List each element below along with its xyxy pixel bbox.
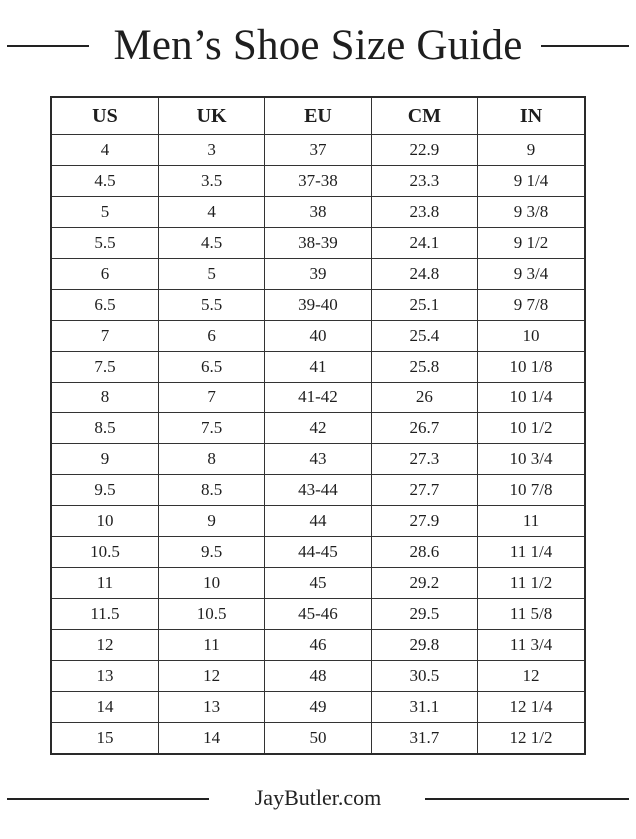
cell-in: 11 5/8 [478, 599, 584, 630]
cell-us: 7 [52, 320, 158, 351]
cell-us: 11 [52, 568, 158, 599]
cell-eu: 43-44 [265, 475, 371, 506]
cell-eu: 48 [265, 660, 371, 691]
cell-cm: 24.8 [371, 258, 477, 289]
cell-us: 6 [52, 258, 158, 289]
cell-in: 10 1/2 [478, 413, 584, 444]
table-row [52, 258, 584, 289]
cell-in: 12 1/2 [478, 722, 584, 753]
cell-uk: 3 [158, 135, 264, 166]
table-row [52, 568, 584, 599]
cell-in: 11 1/4 [478, 537, 584, 568]
cell-uk: 8.5 [158, 475, 264, 506]
cell-cm: 23.3 [371, 165, 477, 196]
cell-cm: 25.4 [371, 320, 477, 351]
column-header-us: US [52, 98, 158, 135]
cell-uk: 10 [158, 568, 264, 599]
size-table-container [50, 96, 586, 755]
cell-in: 10 [478, 320, 584, 351]
cell-cm: 26 [371, 382, 477, 413]
cell-in: 9 1/4 [478, 165, 584, 196]
cell-us: 10 [52, 506, 158, 537]
table-row [52, 165, 584, 196]
table-row [52, 351, 584, 382]
table-row [52, 320, 584, 351]
cell-uk: 11 [158, 630, 264, 661]
column-header-cm: CM [371, 98, 477, 135]
cell-us: 8.5 [52, 413, 158, 444]
cell-uk: 7.5 [158, 413, 264, 444]
cell-eu: 45-46 [265, 599, 371, 630]
cell-eu: 50 [265, 722, 371, 753]
cell-us: 8 [52, 382, 158, 413]
cell-in: 11 3/4 [478, 630, 584, 661]
cell-uk: 9.5 [158, 537, 264, 568]
table-row [52, 413, 584, 444]
cell-cm: 28.6 [371, 537, 477, 568]
column-header-eu: EU [265, 98, 371, 135]
cell-in: 9 3/8 [478, 196, 584, 227]
cell-us: 6.5 [52, 289, 158, 320]
cell-cm: 26.7 [371, 413, 477, 444]
cell-uk: 6.5 [158, 351, 264, 382]
cell-us: 10.5 [52, 537, 158, 568]
table-row [52, 630, 584, 661]
cell-uk: 8 [158, 444, 264, 475]
cell-us: 4.5 [52, 165, 158, 196]
table-body [52, 135, 584, 754]
footer-website: JayButler.com [254, 785, 382, 810]
table-row [52, 506, 584, 537]
table-row [52, 196, 584, 227]
cell-eu: 41 [265, 351, 371, 382]
cell-cm: 25.1 [371, 289, 477, 320]
page-title: Men’s Shoe Size Guide [113, 22, 523, 69]
cell-uk: 10.5 [158, 599, 264, 630]
table-row [52, 227, 584, 258]
cell-cm: 27.7 [371, 475, 477, 506]
table-header [52, 98, 584, 135]
cell-eu: 43 [265, 444, 371, 475]
cell-us: 9.5 [52, 475, 158, 506]
cell-us: 7.5 [52, 351, 158, 382]
table-row [52, 537, 584, 568]
cell-in: 9 7/8 [478, 289, 584, 320]
cell-in: 11 1/2 [478, 568, 584, 599]
table-row [52, 475, 584, 506]
cell-in: 10 1/4 [478, 382, 584, 413]
cell-cm: 31.7 [371, 722, 477, 753]
cell-us: 9 [52, 444, 158, 475]
cell-in: 9 3/4 [478, 258, 584, 289]
cell-cm: 24.1 [371, 227, 477, 258]
cell-uk: 13 [158, 691, 264, 722]
cell-eu: 37 [265, 135, 371, 166]
cell-uk: 12 [158, 660, 264, 691]
cell-eu: 45 [265, 568, 371, 599]
column-header-uk: UK [158, 98, 264, 135]
table-row [52, 382, 584, 413]
cell-eu: 39-40 [265, 289, 371, 320]
cell-cm: 25.8 [371, 351, 477, 382]
cell-eu: 46 [265, 630, 371, 661]
cell-us: 12 [52, 630, 158, 661]
cell-us: 13 [52, 660, 158, 691]
cell-eu: 44 [265, 506, 371, 537]
cell-eu: 39 [265, 258, 371, 289]
cell-us: 4 [52, 135, 158, 166]
cell-cm: 27.3 [371, 444, 477, 475]
table-row [52, 691, 584, 722]
cell-cm: 31.1 [371, 691, 477, 722]
cell-in: 9 [478, 135, 584, 166]
table-row [52, 660, 584, 691]
cell-us: 11.5 [52, 599, 158, 630]
cell-in: 9 1/2 [478, 227, 584, 258]
cell-uk: 7 [158, 382, 264, 413]
cell-eu: 44-45 [265, 537, 371, 568]
cell-us: 5 [52, 196, 158, 227]
cell-cm: 30.5 [371, 660, 477, 691]
table-row [52, 289, 584, 320]
cell-uk: 5 [158, 258, 264, 289]
table-row [52, 722, 584, 753]
cell-cm: 29.2 [371, 568, 477, 599]
title-row [0, 16, 636, 76]
cell-in: 10 3/4 [478, 444, 584, 475]
cell-in: 10 1/8 [478, 351, 584, 382]
column-header-in: IN [478, 98, 584, 135]
cell-uk: 6 [158, 320, 264, 351]
cell-eu: 37-38 [265, 165, 371, 196]
header-row [52, 98, 584, 135]
cell-in: 12 1/4 [478, 691, 584, 722]
cell-uk: 4 [158, 196, 264, 227]
cell-eu: 38-39 [265, 227, 371, 258]
cell-cm: 29.5 [371, 599, 477, 630]
cell-uk: 3.5 [158, 165, 264, 196]
cell-in: 10 7/8 [478, 475, 584, 506]
cell-cm: 23.8 [371, 196, 477, 227]
size-table [52, 98, 584, 753]
cell-uk: 14 [158, 722, 264, 753]
cell-eu: 42 [265, 413, 371, 444]
cell-uk: 5.5 [158, 289, 264, 320]
cell-us: 5.5 [52, 227, 158, 258]
cell-cm: 29.8 [371, 630, 477, 661]
cell-eu: 49 [265, 691, 371, 722]
cell-cm: 22.9 [371, 135, 477, 166]
table-row [52, 444, 584, 475]
cell-uk: 4.5 [158, 227, 264, 258]
table-row [52, 135, 584, 166]
cell-us: 15 [52, 722, 158, 753]
cell-in: 11 [478, 506, 584, 537]
cell-eu: 38 [265, 196, 371, 227]
cell-cm: 27.9 [371, 506, 477, 537]
cell-us: 14 [52, 691, 158, 722]
cell-eu: 40 [265, 320, 371, 351]
cell-in: 12 [478, 660, 584, 691]
table-row [52, 599, 584, 630]
cell-eu: 41-42 [265, 382, 371, 413]
cell-uk: 9 [158, 506, 264, 537]
